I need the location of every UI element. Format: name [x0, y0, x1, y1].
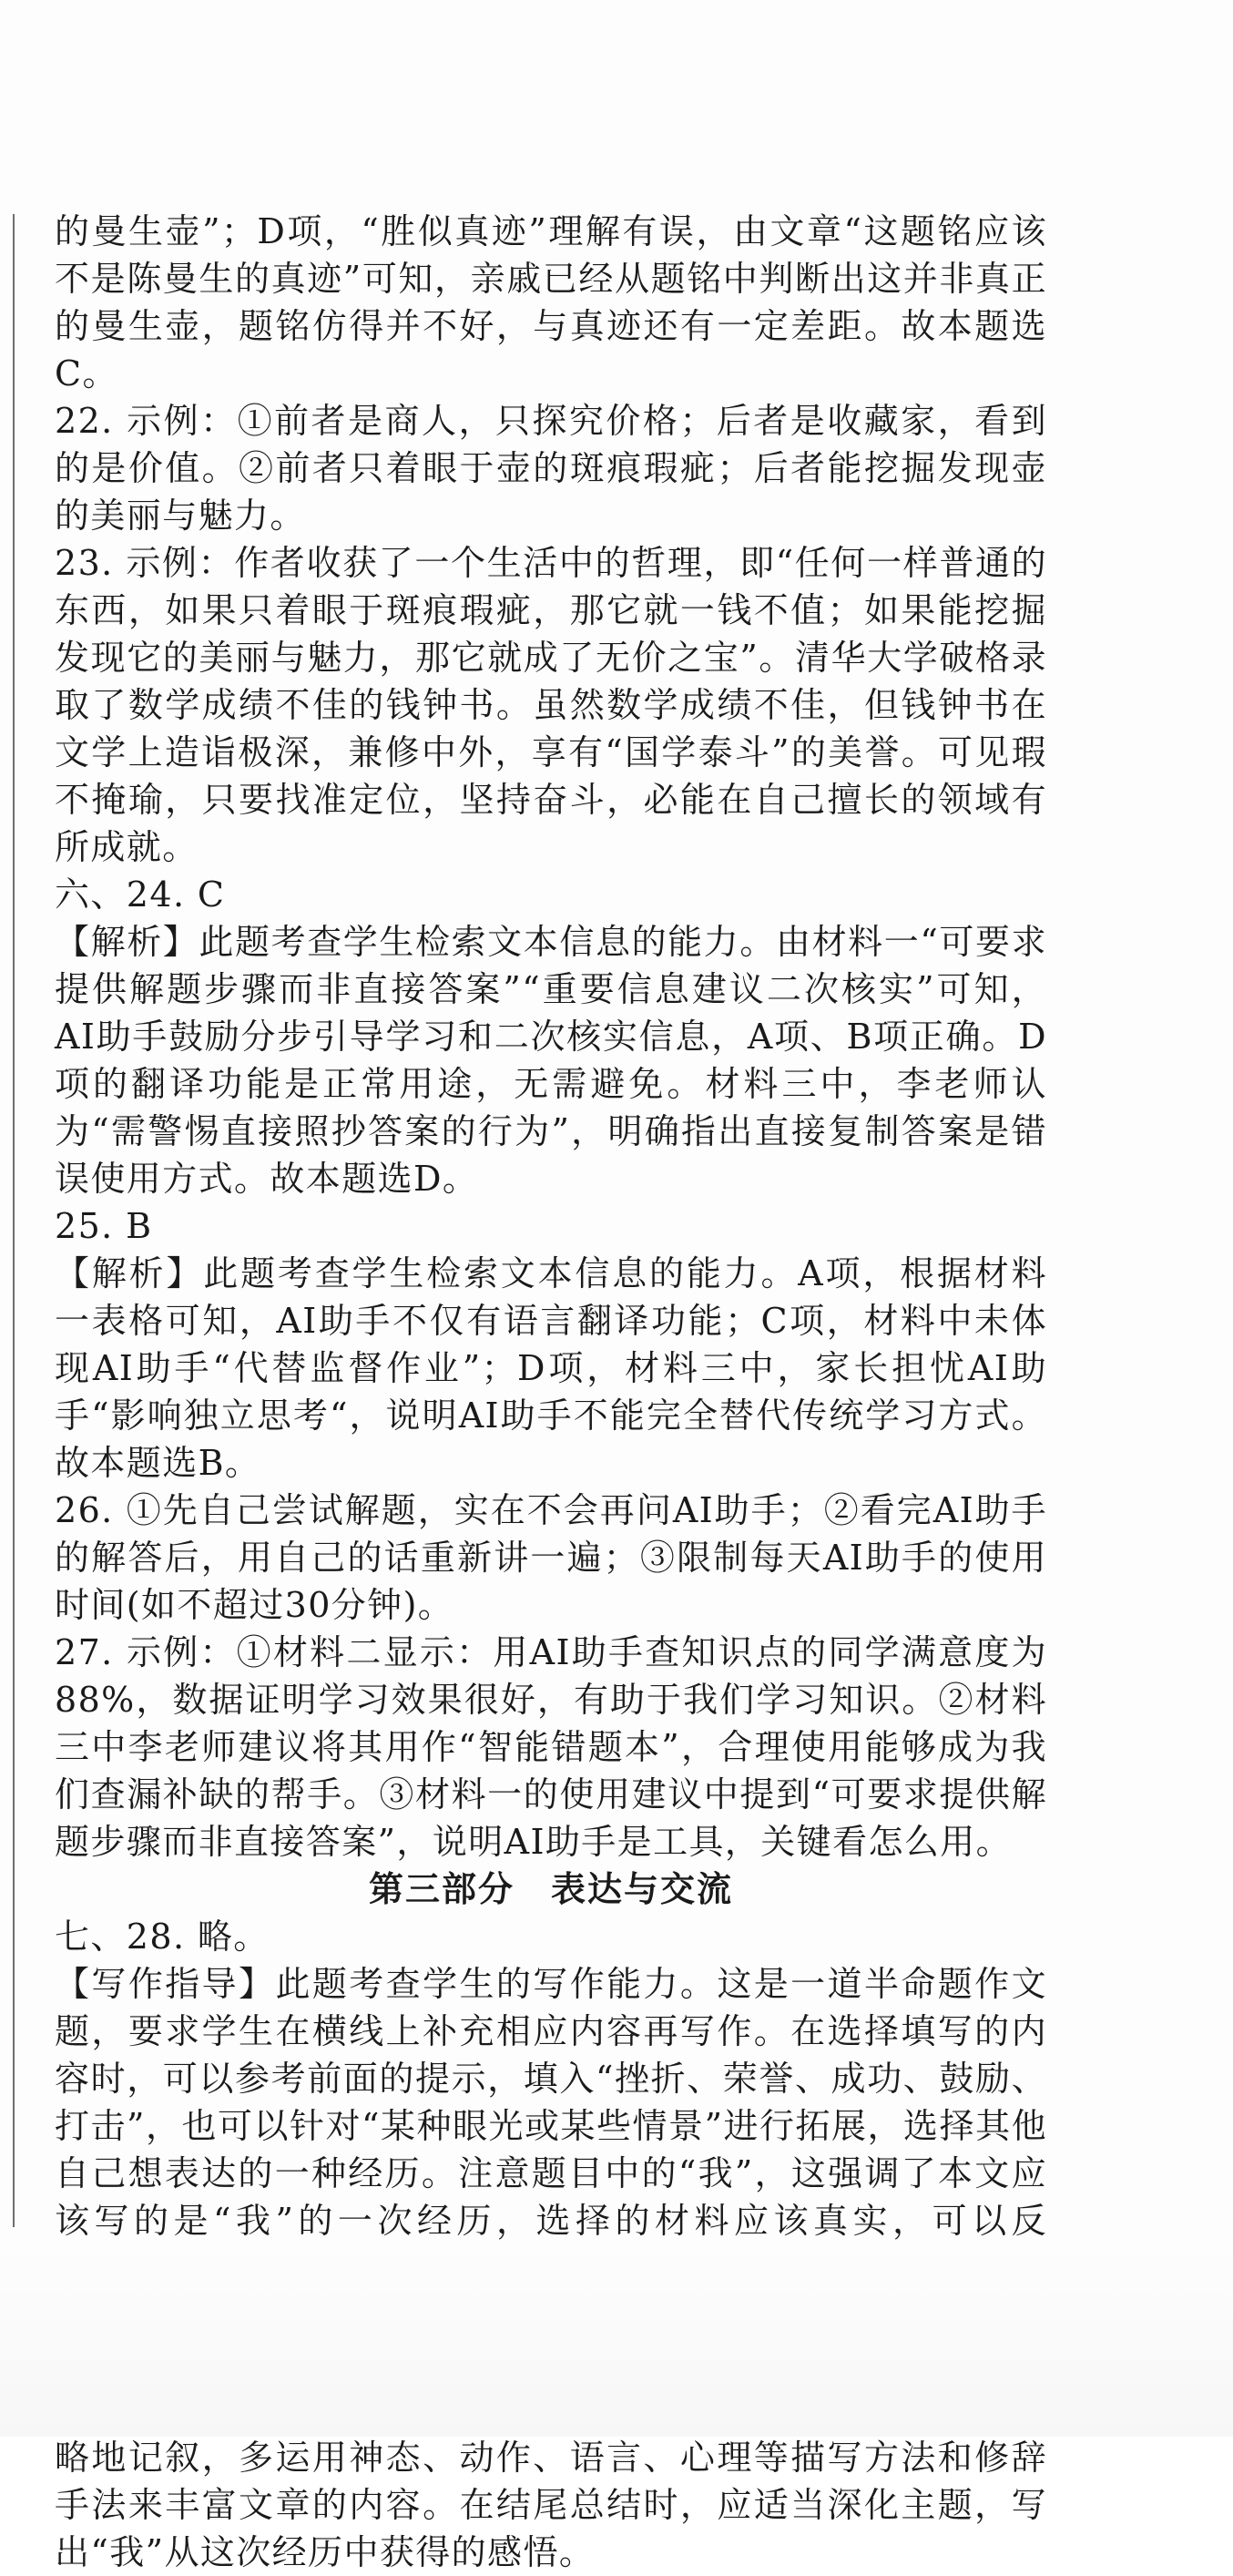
- answer-paragraph-23: 23. 示例：作者收获了一个生活中的哲理，即“任何一样普通的东西，如果只着眼于斑痕瑕疵，那它就一钱不值；如果能挖掘发现它的美丽与魅力，那它就成了无价之宝”。清华大学破格录取了数学成绩不佳的钱钟书。虽然数学成绩不佳，但钱钟书在文学上造诣极深，兼修中外，享有“国学泰斗”的美誉。可见瑕不掩瑜，只要找准定位，坚持奋斗，必能在自己擅长的领域有所成就。: [55, 543, 1047, 867]
- answer-text: [55, 208, 1047, 2576]
- margin-rule: [13, 214, 15, 2227]
- answer-paragraph-22: 22. 示例：①前者是商人，只探究价格；后者是收藏家，看到的是价值。②前者只着眼于壶的斑痕瑕疵；后者能挖掘发现壶的美丽与魅力。: [55, 401, 1047, 536]
- answer-paragraph-28: 七、28. 略。: [55, 1917, 270, 1957]
- writing-guide-paragraph: 【写作指导】此题考查学生的写作能力。这是一道半命题作文题，要求学生在横线上补充相应内容再写作。在选择填写的内容时，可以参考前面的提示，填入“挫折、荣誉、成功、鼓励、打击”，也可以针对“某种眼光或某些情景”进行拓展，选择其他自己想表达的一种经历。注意题目中的“我”，这强调了本文应该写的是“我”的一次经历，选择的材料应该真实，可以反 略地记叙，多运用神态、动作、语言、心理等描写方法和修辞手法来丰富文章的内容。在结尾总结时，应适当深化主题，写出“我”从这次经历中获得的感悟。: [55, 1964, 1047, 2572]
- analysis-paragraph-24: 【解析】此题考查学生检索文本信息的能力。由材料一“可要求提供解题步骤而非直接答案”“重要信息建议二次核实”可知，AI助手鼓励分步引导学习和二次核实信息，A项、B项正确。D项的翻译功能是正常用途，无需避免。材料三中，李老师认为“需警惕直接照抄答案的行为”，明确指出直接复制答案是错误使用方式。故本题选D。: [55, 922, 1047, 1199]
- page-bottom: [0, 2241, 1233, 2437]
- analysis-paragraph-25: 【解析】此题考查学生检索文本信息的能力。A项，根据材料一表格可知，AI助手不仅有语言翻译功能；C项，材料中未体现AI助手“代替监督作业”；D项，材料三中，家长担忧AI助手“影响独立思考“，说明AI助手不能完全替代传统学习方式。故本题选B。: [55, 1253, 1047, 1483]
- answer-paragraph-26: 26. ①先自己尝试解题，实在不会再问AI助手；②看完AI助手的解答后，用自己的话重新讲一遍；③限制每天AI助手的使用时间(如不超过30分钟)。: [55, 1490, 1047, 1625]
- answer-paragraph-27: 27. 示例：①材料二显示：用AI助手查知识点的同学满意度为88%，数据证明学习效果很好，有助于我们学习知识。②材料三中李老师建议将其用作“智能错题本”，合理使用能够成为我们查漏补缺的帮手。③材料一的使用建议中提到“可要求提供解题步骤而非直接答案”，说明AI助手是工具，关键看怎么用。: [55, 1632, 1047, 1862]
- answer-paragraph-25: 25. B: [55, 1206, 153, 1246]
- answer-paragraph-21-cont: 的曼生壶”；D项，“胜似真迹”理解有误，由文章“这题铭应该不是陈曼生的真迹”可知，亲戚已经从题铭中判断出这并非真正的曼生壶，题铭仿得并不好，与真迹还有一定差距。故本题选C。: [55, 211, 1047, 394]
- answer-paragraph-24: 六、24. C: [55, 874, 226, 915]
- section-title: 第三部分 表达与交流: [368, 1869, 733, 1909]
